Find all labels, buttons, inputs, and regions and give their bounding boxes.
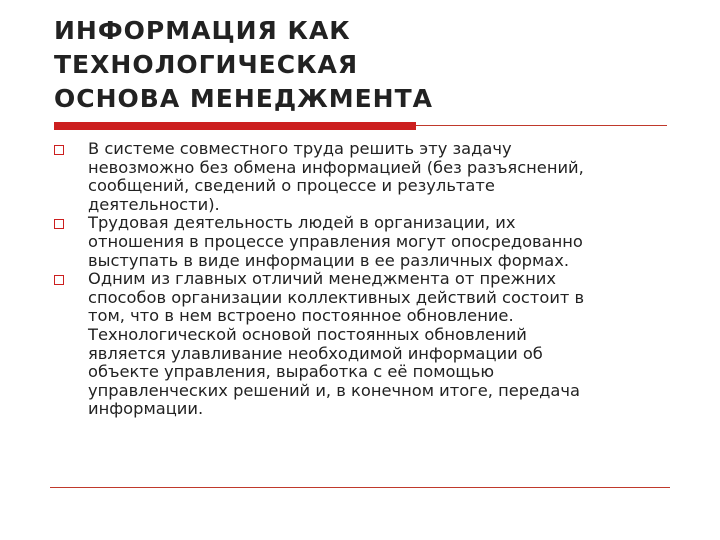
text-line: Одним из главных отличий менеджмента от прежних — [88, 269, 557, 289]
text-line: невозможно без обмена информацией (без разъяснений, — [88, 157, 584, 177]
title-line: ИНФОРМАЦИЯ КАК — [54, 16, 351, 45]
text-line: выступать в виде информации в ее различных формах. — [88, 250, 570, 270]
text-line: сообщений, сведений о процессе и результате — [88, 176, 495, 196]
hollow-square-bullet-icon — [54, 219, 64, 229]
bullet-text — [88, 270, 674, 419]
text-line: деятельности). — [88, 194, 220, 214]
list-item — [54, 214, 674, 270]
bullet-text — [88, 214, 674, 270]
text-line: управленческих решений и, в конечном итоге, передача — [88, 380, 580, 400]
title-line: ОСНОВА МЕНЕДЖМЕНТА — [54, 84, 433, 113]
text-line: Технологической основой постоянных обновлений — [88, 324, 527, 344]
hollow-square-bullet-icon — [54, 275, 64, 285]
text-line: объекте управления, выработка с её помощью — [88, 362, 495, 382]
list-item — [54, 140, 674, 214]
bottom-divider-line — [50, 487, 670, 488]
hollow-square-bullet-icon — [54, 145, 64, 155]
text-line: способов организации коллективных действий состоит в — [88, 287, 585, 307]
text-line: Трудовая деятельность людей в организации, их — [88, 213, 516, 233]
text-line: отношения в процессе управления могут опосредованно — [88, 231, 583, 251]
text-line: является улавливание необходимой информации об — [88, 343, 543, 363]
text-line: В системе совместного труда решить эту задачу — [88, 139, 512, 158]
bullet-text — [88, 140, 674, 214]
text-line: информации. — [88, 399, 204, 419]
title-divider-accent-bar — [54, 122, 416, 130]
bullet-list — [54, 140, 674, 419]
title-line: ТЕХНОЛОГИЧЕСКАЯ — [54, 50, 359, 79]
slide-title — [54, 14, 674, 116]
text-line: том, что в нем встроено постоянное обновление. — [88, 306, 514, 326]
list-item — [54, 270, 674, 419]
